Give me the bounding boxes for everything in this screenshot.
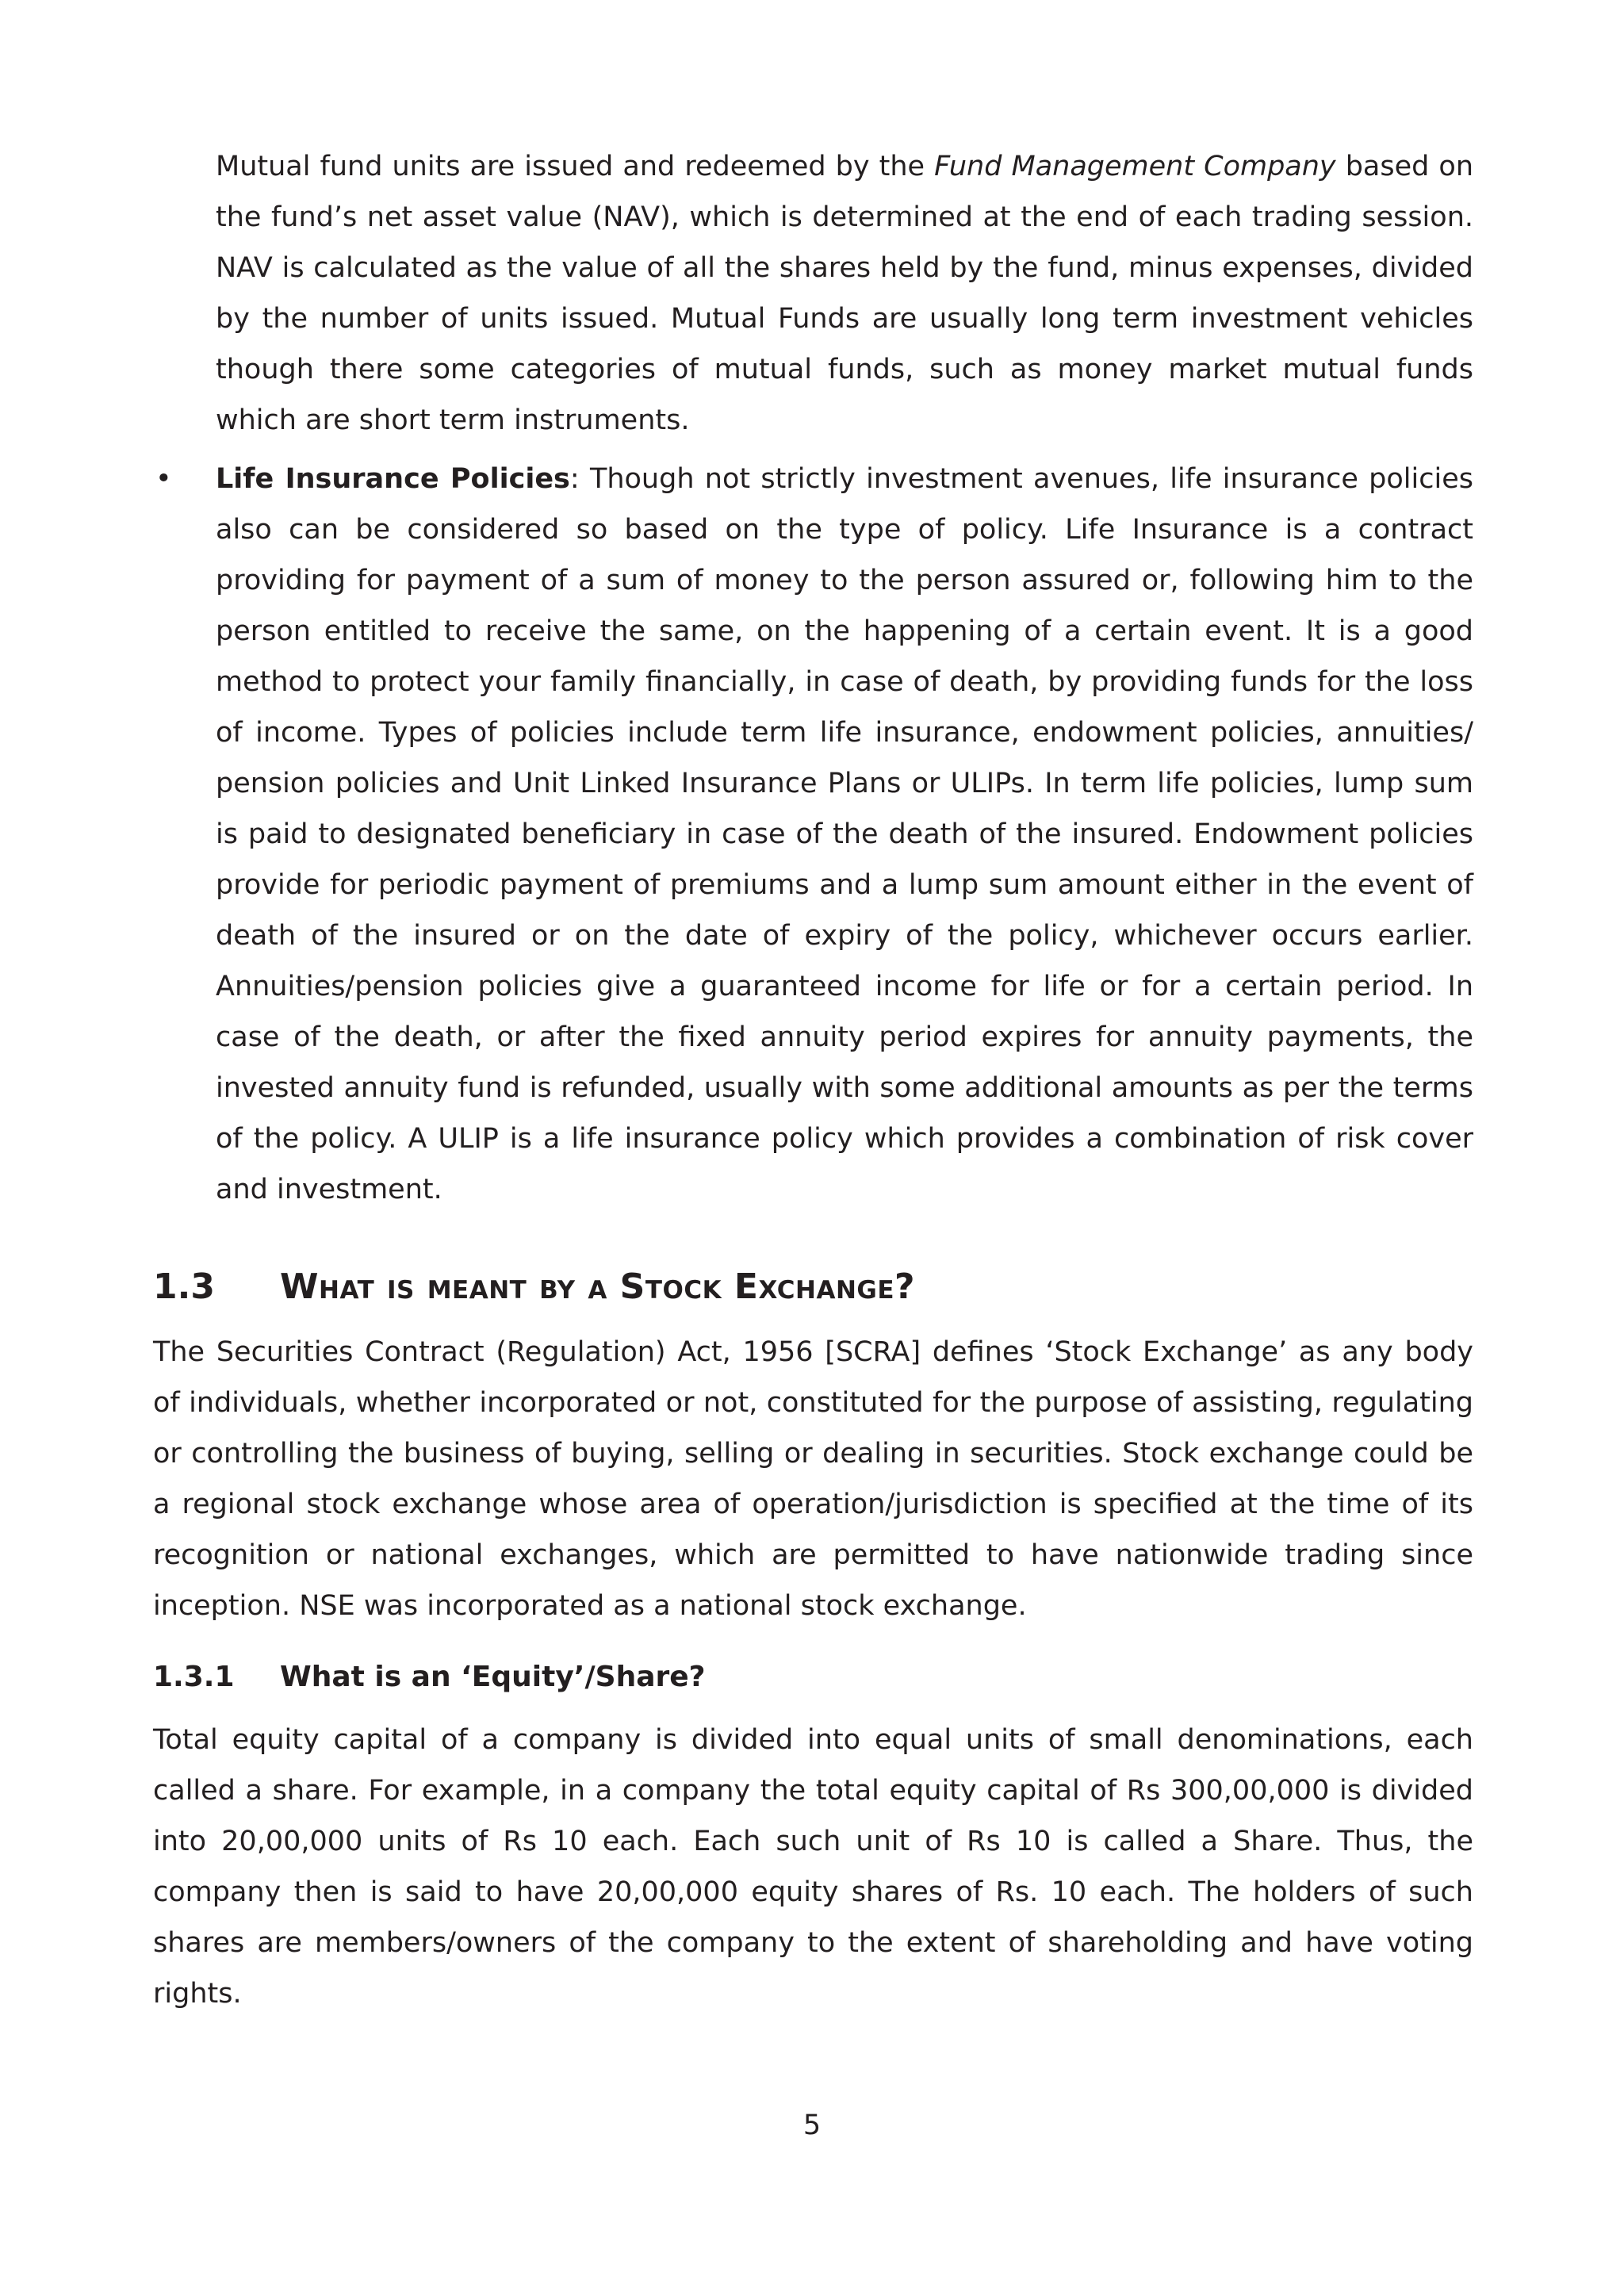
section-title: What is meant by a Stock Exchange?: [280, 1267, 916, 1307]
life-insurance-text: : Though not strictly investment avenues, life insurance policies also can be considered so based on the type of policy. Life Insurance is a contract providing for payment of a sum of money to the person assured or, following him to the person entitled to receive the same, on the happening of a certain event. It is a good method to protect your family financially, in case of death, by providing funds for the loss of income. Types of policies include term life insurance, endowment policies, annuities/ pension policies and Unit Linked Insurance Plans or ULIPs. In term life policies, lump sum is paid to designated beneficiary in case of the death of the insured. Endowment policies provide for periodic payment of premiums and a lump sum amount either in the event of death of the insured or on the date of expiry of the policy, whichever occurs earlier. Annuities/pension policies give a guaranteed income for life or for a certain period. In case of the death, or after the fixed annuity period expires for annuity payments, the invested annuity fund is refunded, usually with some additional amounts as per the terms of the policy. A ULIP is a life insurance policy which provides a combination of risk cover and investment.: [216, 463, 1473, 1205]
subsection-title: What is an ‘Equity’/Share?: [280, 1661, 706, 1693]
paragraph-text-start: Mutual fund units are issued and redeemed by the: [216, 151, 935, 182]
mutual-fund-paragraph: [216, 141, 1473, 446]
bullet-icon: •: [155, 463, 172, 495]
life-insurance-term: Life Insurance Policies: [216, 463, 570, 495]
paragraph-text-end: based on the fund’s net asset value (NAV), which is determined at the end of each trading session. NAV is calculated as the value of all the shares held by the fund, minus expenses, divided by the number of units issued. Mutual Funds are usually long term investment vehicles though there some categories of mutual funds, such as money market mutual funds which are short term instruments.: [216, 151, 1474, 436]
fund-management-company-term: Fund Management Company: [934, 151, 1336, 182]
section-number: 1.3: [153, 1267, 215, 1307]
subsection-number: 1.3.1: [153, 1661, 235, 1693]
equity-share-paragraph: Total equity capital of a company is divided into equal units of small denominations, each called a share. For example, in a company the total equity capital of Rs 300,00,000 is divided into 20,00,000 units of Rs 10 each. Each such unit of Rs 10 is called a Share. Thus, the company then is said to have 20,00,000 equity shares of Rs. 10 each. The holders of such shares are members/owners of the company to the extent of shareholding and have voting rights.: [153, 1724, 1473, 2010]
stock-exchange-paragraph: The Securities Contract (Regulation) Act, 1956 [SCRA] defines ‘Stock Exchange’ as any body of individuals, whether incorporated or not, constituted for the purpose of assisting, regulating or controlling the business of buying, selling or dealing in securities. Stock exchange could be a regional stock exchange whose area of operation/jurisdiction is specified at the time of its recognition or national exchanges, which are permitted to have nationwide trading since inception. NSE was incorporated as a national stock exchange.: [153, 1336, 1473, 1622]
life-insurance-paragraph: [216, 454, 1473, 1215]
page-number: 5: [802, 2110, 822, 2141]
